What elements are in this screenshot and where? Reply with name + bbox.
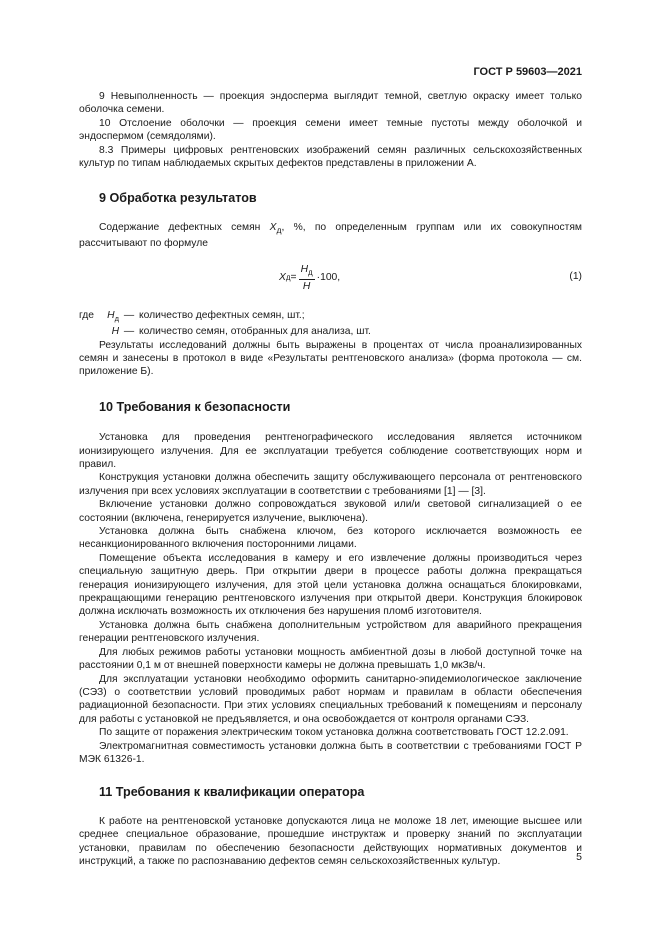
formula-expression: X д = $\frac{H_д}{H}$ ·100,	[279, 263, 341, 292]
safety-paragraph-1: Установка для проведения рентгенографического исследования является источником ионизирующего излучения. Для ее эксплуатации требуется соблюдение соответствующих норм и правил.	[79, 432, 582, 470]
safety-paragraph-5: Помещение объекта исследования в камеру и его извлечение должны производиться через специальную защитную дверь. При открытии двери в процессе работы должна прекращаться генерация ионизирующего излучения, для этой цели установка должна оснащаться блокировками, прекращающими генерацию рентгеновского излучения при открытой двери. Конструкция блокировок должна исключать возможность их отключения без нарушения пломб изготовителя.	[79, 552, 582, 618]
safety-paragraph-8: Для эксплуатации установки необходимо оформить санитарно-эпидемиологическое заключение (СЭЗ) о соответствии условий проводимых работ нормам и правилам в области обеспечения радиационной безопасности. При этих условиях специальных требований к помещениям и персоналу для работы с установкой не предъявляется, и она освобождается от контроля органами СЭЗ.	[79, 673, 582, 725]
definition-row-1: где $H_д$ — количество дефектных семян, шт.;	[79, 309, 305, 323]
section-9-result: Результаты исследований должны быть выражены в процентах от числа проанализированных семян и занесены в протокол в виде «Результаты рентгеновского анализа» (форма протокола — см. приложение Б).	[79, 339, 582, 378]
formula-number: (1)	[569, 270, 582, 282]
intro-paragraph-2: 10 Отслоение оболочки — проекция семени имеет темные пустоты между оболочкой и эндоспермом (семядолями).	[79, 117, 582, 143]
section-10-heading: 10 Требования к безопасности	[99, 399, 291, 414]
safety-paragraph-10: Электромагнитная совместимость установки должна быть в соответствии с требованиями ГОСТ Р МЭК 61326-1.	[79, 740, 582, 765]
safety-paragraph-3: Включение установки должно сопровождаться звуковой или/и световой сигнализацией о ее состоянии (включена, генерируется излучение, выключена).	[79, 499, 582, 524]
section-9-heading: 9 Обработка результатов	[99, 191, 257, 206]
standard-header: ГОСТ Р 59603—2021	[473, 66, 582, 78]
safety-paragraph-4: Установка должна быть снабжена ключом, без которого исключается возможность ее несанкционированного включения посторонними лицами.	[79, 526, 582, 551]
section-9-lead: Содержание дефектных семян $X_д$, %, по определенным группам или их совокупностям рассчитывают по формуле	[79, 221, 583, 250]
page-number: 5	[576, 851, 582, 863]
safety-paragraph-2: Конструкция установки должна обеспечить защиту обслуживающего персонала от рентгеновского излучения при всех условиях эксплуатации в соответствии с требованиями [1] — [3].	[79, 472, 582, 497]
page-content	[79, 90, 582, 868]
safety-paragraph-9: По защите от поражения электрическим током установка должна соответствовать ГОСТ 12.2.091.	[99, 727, 569, 739]
formula-fraction: $\frac{H_д}{H}$	[300, 263, 313, 292]
intro-paragraph-1: 9 Невыполненность — проекция эндосперма выглядит темной, светлую окраску имеет только оболочка семени.	[79, 91, 582, 116]
intro-paragraph-3: 8.3 Примеры цифровых рентгеновских изображений семян различных сельскохозяйственных культур по типам наблюдаемых скрытых дефектов представлены в приложении А.	[79, 144, 582, 170]
safety-paragraph-6: Установка должна быть снабжена дополнительным устройством для аварийного прекращения генерации рентгеновского излучения.	[79, 619, 582, 645]
definition-row-2: H — количество семян, отобранных для анализа, шт.	[111, 326, 371, 338]
section-11-heading: 11 Требования к квалификации оператора	[99, 785, 365, 800]
safety-paragraph-7: Для любых режимов работы установки мощность амбиентной дозы в любой доступной точке на расстоянии 0,1 м от внешней поверхности камеры не должна превышать 1,0 мкЗв/ч.	[79, 646, 582, 672]
formula-1	[79, 257, 582, 299]
qualification-paragraph: К работе на рентгеновской установке допускаются лица не моложе 18 лет, имеющие высшее или среднее специальное образование, прошедшие инструктаж и проверку знаний по эксплуатации установки, правилам по обеспечению безопасности действующих нормативных документов и инструкций, а также по распознаванию дефектов семян сельскохозяйственных культур.	[79, 815, 582, 867]
